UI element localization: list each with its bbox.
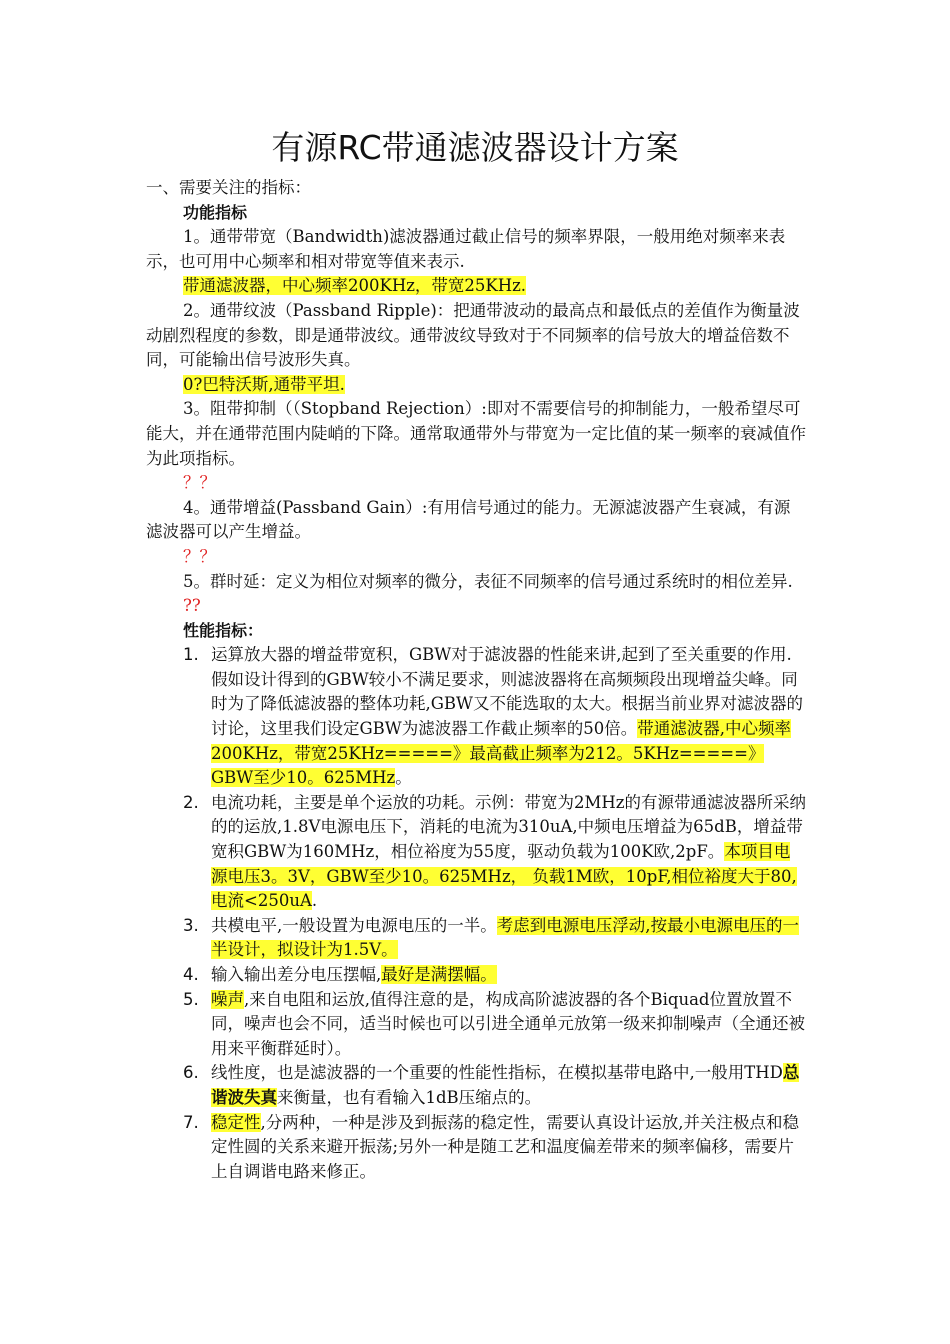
list-number: 7. [183, 1112, 199, 1132]
list-number: 1. [183, 645, 199, 665]
note-gain: ？？ [183, 546, 216, 566]
highlight-text: 噪声 [211, 989, 244, 1009]
list-text-after: 来衡量，也有看输入1dB压缩点的。 [277, 1087, 542, 1107]
list-item [146, 643, 806, 791]
paragraph-gain: 4。通带增益(Passband Gain）:有用信号通过的能力。无源滤波器产生衰减，有源滤波器可以产生增益。 [146, 497, 791, 542]
list-number: 2. [183, 792, 199, 812]
highlight-text: 带通滤波器,中心频率200KHz，带宽25KHz=====》最高截止频率为212。5KHz=====》GBW至少10。625MHz [211, 719, 792, 788]
highlight-text: 0?巴特沃斯,通带平坦. [183, 374, 345, 394]
performance-list [146, 643, 806, 1184]
list-text: 运算放大器的增益带宽积，GBW对于滤波器的性能来讲,起到了至关重要的作用.假如设计得到的GBW较小不满足要求，则滤波器将在高频频段出现增益尖峰。同时为了降低滤波器的整体功耗,GBW又不能选取的太大。根据当前业界对滤波器的讨论，这里我们设定GBW为滤波器工作截止频率的50倍。 [211, 645, 804, 739]
list-item [146, 1111, 806, 1185]
list-item [146, 988, 806, 1062]
function-heading: 功能指标 [183, 202, 248, 222]
highlight-text: 考虑到电源电压浮动,按最小电源电压的一半设计，拟设计为1.5V。 [211, 915, 799, 960]
document-body [146, 176, 806, 1184]
highlight-text: 带通滤波器，中心频率200KHz，带宽25KHz. [183, 276, 527, 296]
list-text: 共模电平,一般设置为电源电压的一半。 [211, 915, 497, 935]
paragraph-stopband: 3。阻带抑制（（Stopband Rejection）:即对不需要信号的抑制能力，一般希望尽可能大，并在通带范围内陡峭的下降。通常取通带外与带宽为一定比值的某一频率的衰减值作为此项指标。 [146, 399, 806, 468]
list-number: 4. [183, 965, 199, 984]
note-stopband: ？？ [183, 473, 216, 493]
paragraph-group-delay: 5。群时延：定义为相位对频率的微分，表征不同频率的信号通过系统时的相位差异. [183, 571, 793, 591]
page-title: 有源RC带通滤波器设计方案 [271, 128, 679, 167]
list-text: 电流功耗，主要是单个运放的功耗。示例：带宽为2MHz的有源带通滤波器所采纳的的运放,1.8V电源电压下，消耗的电流为310uA,中频电压增益为65dB，增益带宽积GBW为160MHz，相位裕度为55度，驱动负载为100K欧,2pF。 [211, 792, 806, 862]
performance-heading: 性能指标： [183, 620, 264, 640]
note-bandwidth [146, 274, 806, 299]
list-item [146, 963, 806, 988]
list-number: 6. [183, 1063, 199, 1083]
list-text-after: ,分两种，一种是涉及到振荡的稳定性，需要认真设计运放,并关注极点和稳定性圆的关系来避开振荡;另外一种是随工艺和温度偏差带来的频率偏移，需要片上自调谐电路来修正。 [211, 1112, 799, 1181]
list-number: 5. [183, 989, 199, 1009]
list-text-after: 。 [395, 768, 412, 788]
highlight-text: 稳定性 [211, 1112, 261, 1132]
paragraph-bandwidth: 1。通带带宽（Bandwidth)滤波器通过截止信号的频率界限，一般用绝对频率来表示，也可用中心频率和相对带宽等值来表示. [146, 227, 786, 271]
note-ripple [146, 373, 806, 398]
list-item [146, 791, 806, 914]
paragraph-ripple: 2。通带纹波（Passband Ripple)：把通带波动的最高点和最低点的差值作为衡量波动剧烈程度的参数，即是通带波纹。通带波纹导致对于不同频率的信号放大的增益倍数不同，可能输出信号波形失真。 [146, 300, 800, 370]
list-number: 3. [183, 915, 199, 935]
list-text: 线性度，也是滤波器的一个重要的性能性指标，在模拟基带电路中,一般用THD [211, 1063, 783, 1083]
highlight-text: 本项目电源电压3。3V，GBW至少10。625MHz， 负载1M欧，10pF,相位裕度大于80,电流<250uA [211, 842, 797, 911]
section-heading: 一、需要关注的指标： [146, 178, 311, 197]
highlight-text: 总谐波失真 [211, 1063, 800, 1107]
highlight-text: 最好是满摆幅。 [381, 965, 497, 984]
list-item [146, 1061, 806, 1110]
list-text-after: . [311, 891, 318, 911]
note-group-delay: ?? [183, 596, 201, 616]
list-text-after: ,来自电阻和运放,值得注意的是，构成高阶滤波器的各个Biquad位置放置不同，噪声也会不同，适当时候也可以引进全通单元放第一级来抑制噪声（全通还被用来平衡群延时）。 [211, 989, 805, 1058]
list-text: 输入输出差分电压摆幅, [211, 965, 382, 984]
list-item [146, 914, 806, 963]
